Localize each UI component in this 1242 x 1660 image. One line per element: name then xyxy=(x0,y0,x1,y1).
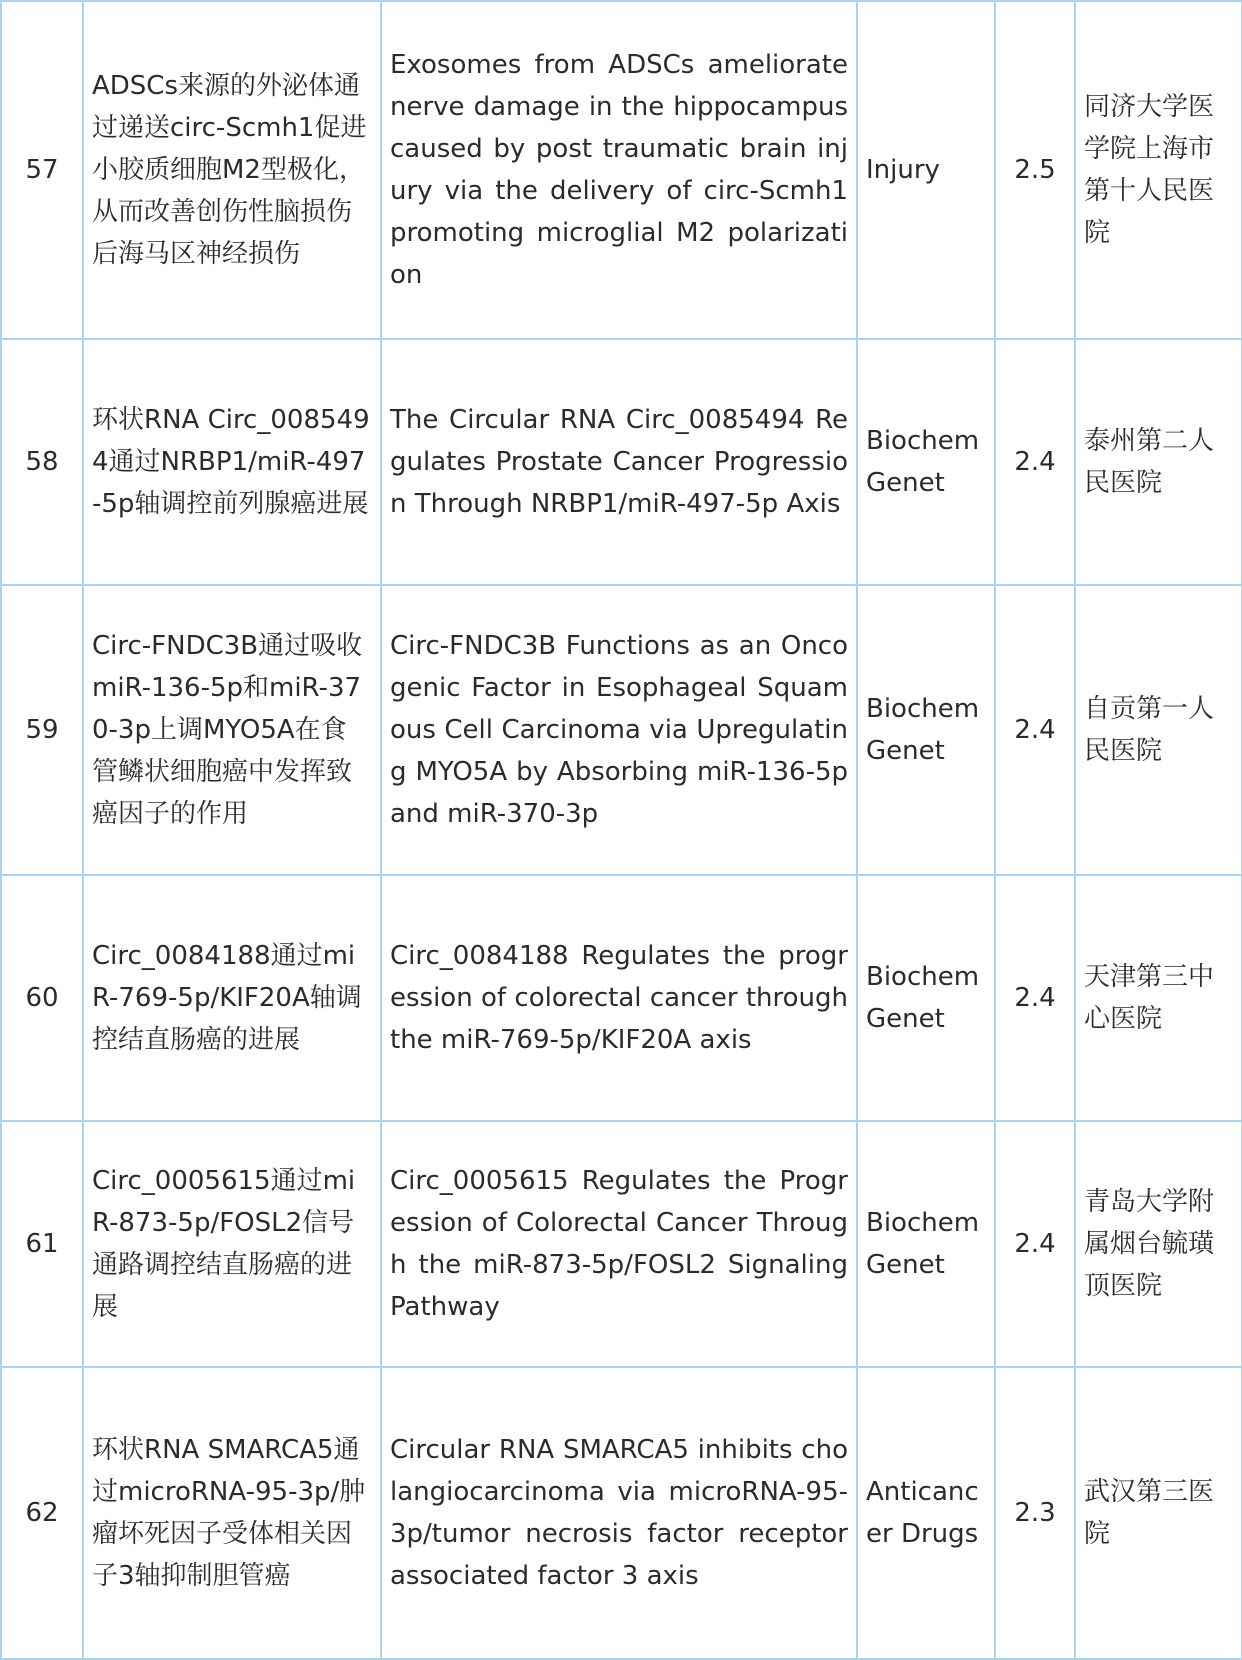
institution: 天津第三中心医院 xyxy=(1075,875,1242,1121)
chinese-title: Circ-FNDC3B通过吸收miR-136-5p和miR-370-3p上调MYO5A在食管鳞状细胞癌中发挥致癌因子的作用 xyxy=(83,585,381,875)
row-number: 58 xyxy=(1,339,83,585)
institution: 泰州第二人民医院 xyxy=(1075,339,1242,585)
chinese-title: Circ_0084188通过miR-769-5p/KIF20A轴调控结直肠癌的进展 xyxy=(83,875,381,1121)
journal-name: Biochem Genet xyxy=(857,339,995,585)
institution: 青岛大学附属烟台毓璜顶医院 xyxy=(1075,1121,1242,1367)
table-body xyxy=(1,1,1242,1659)
institution: 同济大学医学院上海市第十人民医院 xyxy=(1075,1,1242,339)
row-number: 59 xyxy=(1,585,83,875)
table-row xyxy=(1,339,1242,585)
impact-factor: 2.4 xyxy=(995,1121,1075,1367)
english-title: Circ_0084188 Regulates the progression of colorectal cancer through the miR-769-5p/KIF20A axis xyxy=(381,875,857,1121)
chinese-title: 环状RNA SMARCA5通过microRNA-95-3p/肿瘤坏死因子受体相关因子3轴抑制胆管癌 xyxy=(83,1367,381,1659)
impact-factor: 2.5 xyxy=(995,1,1075,339)
english-title: Circular RNA SMARCA5 inhibits cholangiocarcinoma via microRNA-95-3p/tumor necrosis factor receptor associated factor 3 axis xyxy=(381,1367,857,1659)
table-row xyxy=(1,585,1242,875)
chinese-title: 环状RNA Circ_0085494通过NRBP1/miR-497-5p轴调控前列腺癌进展 xyxy=(83,339,381,585)
impact-factor: 2.3 xyxy=(995,1367,1075,1659)
row-number: 62 xyxy=(1,1367,83,1659)
journal-name: Biochem Genet xyxy=(857,585,995,875)
journal-name: Biochem Genet xyxy=(857,875,995,1121)
table-row xyxy=(1,1,1242,339)
english-title: Circ_0005615 Regulates the Progression of Colorectal Cancer Through the miR-873-5p/FOSL2 Signaling Pathway xyxy=(381,1121,857,1367)
impact-factor: 2.4 xyxy=(995,339,1075,585)
english-title: The Circular RNA Circ_0085494 Regulates Prostate Cancer Progression Through NRBP1/miR-497-5p Axis xyxy=(381,339,857,585)
row-number: 61 xyxy=(1,1121,83,1367)
impact-factor: 2.4 xyxy=(995,875,1075,1121)
journal-name: Injury xyxy=(857,1,995,339)
english-title: Circ-FNDC3B Functions as an Oncogenic Factor in Esophageal Squamous Cell Carcinoma via Upregulating MYO5A by Absorbing miR-136-5p and miR-370-3p xyxy=(381,585,857,875)
chinese-title: ADSCs来源的外泌体通过递送circ-Scmh1促进小胶质细胞M2型极化，从而改善创伤性脑损伤后海马区神经损伤 xyxy=(83,1,381,339)
journal-name: Anticancer Drugs xyxy=(857,1367,995,1659)
institution: 武汉第三医院 xyxy=(1075,1367,1242,1659)
journal-name: Biochem Genet xyxy=(857,1121,995,1367)
table-row xyxy=(1,1121,1242,1367)
institution: 自贡第一人民医院 xyxy=(1075,585,1242,875)
chinese-title: Circ_0005615通过miR-873-5p/FOSL2信号通路调控结直肠癌的进展 xyxy=(83,1121,381,1367)
row-number: 57 xyxy=(1,1,83,339)
row-number: 60 xyxy=(1,875,83,1121)
english-title: Exosomes from ADSCs ameliorate nerve damage in the hippocampus caused by post traumatic brain injury via the delivery of circ-Scmh1 promoting microglial M2 polarization xyxy=(381,1,857,339)
impact-factor: 2.4 xyxy=(995,585,1075,875)
table-row xyxy=(1,875,1242,1121)
table-row xyxy=(1,1367,1242,1659)
